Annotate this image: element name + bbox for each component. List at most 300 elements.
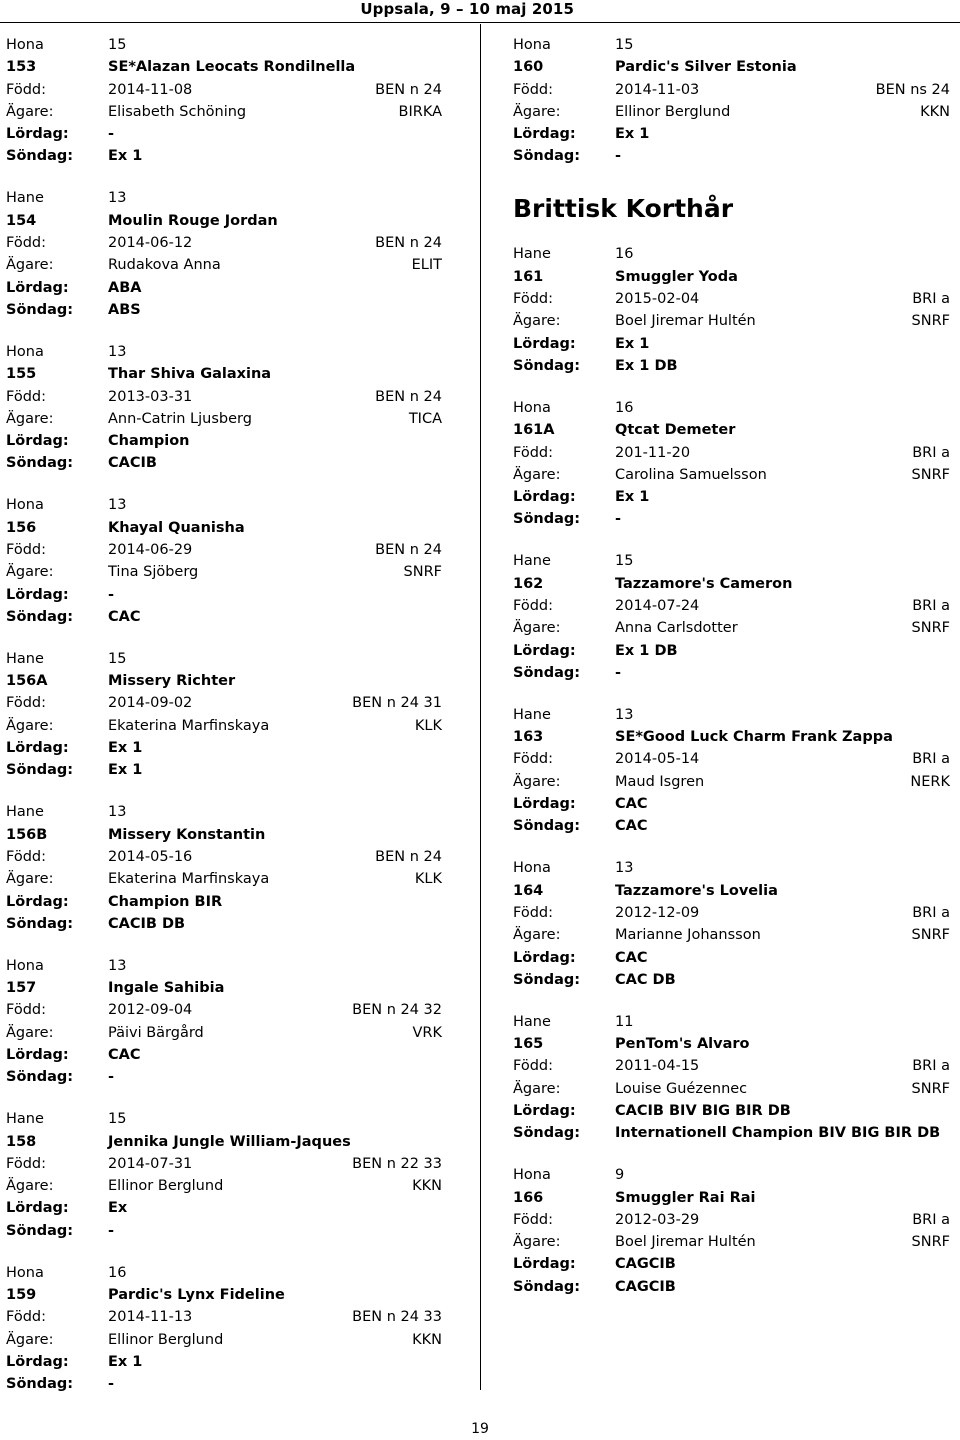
saturday-result: CACIB BIV BIG BIR DB: [615, 1103, 791, 1119]
cat-name: Tazzamore's Cameron: [615, 575, 793, 592]
cat-name: Pardic's Silver Estonia: [615, 59, 797, 76]
born-label: Född:: [513, 598, 553, 614]
saturday-result: CAC: [615, 796, 648, 813]
entry-row: [513, 123, 950, 145]
saturday-result: Ex 1: [108, 1353, 143, 1370]
saturday-label: Lördag:: [6, 740, 69, 757]
born-date: 2011-04-15: [615, 1058, 700, 1075]
column-divider: [480, 24, 481, 1390]
age-value: 13: [108, 343, 127, 360]
entry-row: [6, 517, 442, 539]
age-value: 15: [108, 650, 127, 667]
entry-row: [513, 1055, 950, 1077]
born-date: 2014-05-14: [615, 751, 700, 768]
owner-label: Ägare:: [6, 410, 54, 427]
owner-label: Ägare:: [513, 313, 561, 330]
entry-row: [513, 1033, 950, 1055]
entry-number: 161A: [513, 422, 555, 439]
owner-name: Päivi Bärgård: [108, 1024, 204, 1041]
saturday-result: ABA: [108, 279, 142, 296]
entry-row: [6, 584, 442, 606]
sunday-result: ABS: [108, 301, 141, 318]
owner-name: Ann-Catrin Ljusberg: [108, 410, 252, 427]
sex-label: Hane: [6, 1111, 44, 1128]
owner-label: Ägare:: [513, 620, 561, 637]
entry-row: [513, 550, 950, 572]
born-date: 2014-05-16: [108, 848, 193, 865]
entry-row: [513, 464, 950, 486]
owner-name: Carolina Samuelsson: [615, 466, 767, 483]
sunday-label: Söndag:: [513, 971, 581, 988]
entry-row: [6, 277, 442, 299]
breed-code: BRI a: [912, 1058, 950, 1075]
owner-name: Ekaterina Marfinskaya: [108, 717, 270, 734]
entry-number: 156A: [6, 673, 48, 690]
born-date: 2013-03-31: [108, 388, 193, 405]
entry-row: [6, 101, 442, 123]
saturday-label: Lördag:: [6, 1200, 69, 1217]
entry-row: [513, 947, 950, 969]
entry-row: [6, 1153, 442, 1175]
owner-name: Anna Carlsdotter: [615, 620, 738, 637]
saturday-result: Ex 1: [615, 489, 650, 506]
cat-name: SE*Alazan Leocats Rondilnella: [108, 59, 356, 76]
sex-label: Hane: [513, 706, 551, 723]
cat-name: PenTom's Alvaro: [615, 1036, 750, 1053]
entry-row: [6, 1329, 442, 1351]
sex-label: Hona: [513, 860, 551, 877]
entry-row: [6, 1175, 442, 1197]
entry-number: 166: [513, 1189, 544, 1206]
born-date: 2014-07-24: [615, 598, 700, 614]
saturday-result: Champion BIR: [108, 893, 223, 910]
entry-row: [6, 1351, 442, 1373]
sunday-label: Söndag:: [6, 148, 74, 165]
age-value: 16: [615, 246, 634, 263]
entry-row: [513, 1187, 950, 1209]
cat-entry: [6, 494, 442, 628]
entry-row: [6, 824, 442, 846]
born-date: 2015-02-04: [615, 291, 700, 308]
entry-row: [513, 310, 950, 332]
born-label: Född:: [6, 695, 46, 712]
entry-row: [513, 1011, 950, 1033]
sunday-result: -: [615, 148, 622, 165]
sunday-result: -: [108, 1069, 115, 1086]
entry-row: [513, 419, 950, 441]
entry-row: [6, 737, 442, 759]
cat-entry: [513, 550, 950, 684]
born-date: 2014-11-13: [108, 1309, 193, 1326]
owner-name: Boel Jiremar Hultén: [615, 1234, 756, 1251]
entry-row: [513, 771, 950, 793]
saturday-result: Ex: [108, 1200, 128, 1217]
entry-row: [6, 606, 442, 628]
sex-label: Hane: [6, 650, 44, 667]
entry-row: [6, 363, 442, 385]
club-name: KLK: [414, 871, 442, 888]
sunday-result: CACIB: [108, 455, 157, 472]
breed-code: BEN ns 24: [875, 81, 950, 98]
entry-row: [513, 793, 950, 815]
club-name: SNRF: [403, 564, 442, 581]
entry-row: [513, 640, 950, 662]
entry-row: [6, 1022, 442, 1044]
cat-name: Ingale Sahibia: [108, 980, 225, 997]
entry-number: 155: [6, 366, 37, 383]
saturday-label: Lördag:: [6, 433, 69, 450]
entry-row: [6, 670, 442, 692]
sunday-result: CAC: [108, 608, 141, 625]
breed-code: BEN n 24 33: [352, 1309, 442, 1326]
entry-row: [513, 56, 950, 78]
born-date: 2014-11-08: [108, 81, 193, 98]
born-date: 2012-03-29: [615, 1211, 700, 1228]
breed-code: BEN n 22 33: [352, 1155, 442, 1172]
breed-code: BRI a: [912, 751, 950, 768]
owner-label: Ägare:: [513, 103, 561, 120]
entry-row: [6, 34, 442, 56]
owner-label: Ägare:: [513, 927, 561, 944]
sex-label: Hona: [6, 1264, 44, 1281]
cat-name: Smuggler Rai Rai: [615, 1189, 756, 1206]
entry-row: [6, 1131, 442, 1153]
sunday-label: Söndag:: [513, 818, 581, 835]
cat-entry: [6, 801, 442, 935]
right-column: [513, 34, 950, 1318]
sunday-label: Söndag:: [513, 357, 581, 374]
born-date: 2012-09-04: [108, 1002, 193, 1019]
sunday-result: -: [615, 664, 622, 681]
breed-code: BEN n 24: [375, 542, 442, 558]
cat-entry: [6, 1108, 442, 1242]
entry-row: [6, 341, 442, 363]
entry-row: [513, 815, 950, 837]
born-label: Född:: [513, 751, 553, 768]
sunday-result: Ex 1: [108, 762, 143, 779]
born-label: Född:: [6, 235, 46, 252]
sex-label: Hane: [513, 246, 551, 263]
owner-label: Ägare:: [513, 1234, 561, 1251]
born-label: Född:: [6, 848, 46, 865]
age-value: 13: [615, 860, 634, 877]
sex-label: Hona: [6, 957, 44, 974]
entry-row: [6, 955, 442, 977]
owner-label: Ägare:: [6, 103, 54, 120]
entry-number: 153: [6, 59, 37, 76]
entry-row: [513, 573, 950, 595]
sunday-result: CAC DB: [615, 971, 676, 988]
entry-row: [513, 79, 950, 101]
entry-number: 157: [6, 980, 37, 997]
sex-label: Hona: [6, 37, 44, 53]
owner-label: Ägare:: [6, 1331, 54, 1348]
sunday-label: Söndag:: [513, 1125, 581, 1142]
club-name: ELIT: [411, 257, 442, 274]
owner-label: Ägare:: [513, 466, 561, 483]
cat-entry: [6, 34, 442, 168]
sex-label: Hona: [513, 1167, 551, 1184]
owner-name: Louise Guézennec: [615, 1080, 748, 1097]
entry-row: [6, 187, 442, 209]
owner-label: Ägare:: [6, 257, 54, 274]
cat-entry: [6, 648, 442, 782]
owner-label: Ägare:: [6, 717, 54, 734]
sex-label: Hane: [6, 804, 44, 821]
club-name: BIRKA: [398, 103, 442, 120]
entry-row: [513, 662, 950, 684]
breed-code: BEN n 24: [375, 235, 442, 252]
entry-row: [6, 452, 442, 474]
breed-code: BEN n 24: [375, 388, 442, 405]
entry-row: [513, 880, 950, 902]
cat-entry: [6, 341, 442, 475]
cat-entry: [513, 857, 950, 991]
entry-row: [513, 288, 950, 310]
cat-entry: [6, 955, 442, 1089]
club-name: SNRF: [911, 1080, 950, 1097]
sunday-label: Söndag:: [513, 148, 581, 165]
born-label: Född:: [6, 388, 46, 405]
owner-label: Ägare:: [513, 773, 561, 790]
owner-label: Ägare:: [6, 871, 54, 888]
breed-code: BRI a: [912, 291, 950, 308]
sunday-label: Söndag:: [513, 664, 581, 681]
entry-row: [6, 1262, 442, 1284]
saturday-result: -: [108, 126, 115, 143]
sunday-label: Söndag:: [6, 455, 74, 472]
saturday-label: Lördag:: [513, 489, 576, 506]
entry-row: [6, 1220, 442, 1242]
entry-number: 162: [513, 575, 544, 592]
born-date: 2014-06-12: [108, 235, 193, 252]
club-name: KKN: [920, 103, 950, 120]
entry-row: [513, 1276, 950, 1298]
sunday-result: Ex 1 DB: [615, 357, 678, 374]
owner-label: Ägare:: [6, 1178, 54, 1195]
owner-name: Marianne Johansson: [615, 927, 761, 944]
section-title: Brittisk Korthår: [513, 194, 734, 224]
born-label: Född:: [513, 291, 553, 308]
saturday-result: CAC: [615, 949, 648, 966]
born-label: Född:: [513, 1058, 553, 1075]
born-label: Född:: [6, 81, 46, 98]
club-name: TICA: [408, 410, 442, 427]
saturday-result: Ex 1: [108, 740, 143, 757]
age-value: 16: [615, 399, 634, 416]
sunday-label: Söndag:: [6, 915, 74, 932]
club-name: VRK: [412, 1024, 442, 1041]
owner-name: Elisabeth Schöning: [108, 103, 247, 120]
owner-name: Rudakova Anna: [108, 257, 221, 274]
born-date: 2014-06-29: [108, 542, 193, 558]
entry-row: [6, 1284, 442, 1306]
sunday-label: Söndag:: [6, 1376, 74, 1393]
entry-row: [513, 1078, 950, 1100]
entry-row: [6, 846, 442, 868]
entry-row: [6, 408, 442, 430]
cat-entry: [513, 243, 950, 377]
entry-row: [6, 1197, 442, 1219]
saturday-label: Lördag:: [513, 335, 576, 352]
entry-row: [513, 924, 950, 946]
sunday-label: Söndag:: [6, 608, 74, 625]
cat-entry: [6, 187, 442, 321]
entry-row: [513, 442, 950, 464]
saturday-result: CAGCIB: [615, 1256, 676, 1273]
born-date: 2014-11-03: [615, 81, 700, 98]
club-name: KLK: [414, 717, 442, 734]
saturday-label: Lördag:: [6, 586, 69, 603]
saturday-result: Ex 1 DB: [615, 642, 678, 659]
cat-name: Thar Shiva Galaxina: [108, 366, 272, 383]
entry-row: [6, 1373, 442, 1395]
entry-number: 165: [513, 1036, 544, 1053]
entry-row: [6, 1066, 442, 1088]
entry-row: [6, 430, 442, 452]
born-label: Född:: [6, 1155, 46, 1172]
entry-row: [6, 913, 442, 935]
cat-name: Khayal Quanisha: [108, 519, 245, 536]
breed-code: BEN n 24 31: [352, 695, 442, 712]
saturday-result: -: [108, 586, 115, 603]
age-value: 13: [108, 190, 127, 207]
sunday-label: Söndag:: [6, 762, 74, 779]
cat-name: Pardic's Lynx Fideline: [108, 1287, 285, 1304]
entry-row: [6, 1044, 442, 1066]
sex-label: Hona: [6, 343, 44, 360]
sex-label: Hane: [513, 1013, 551, 1030]
sunday-result: Internationell Champion BIV BIG BIR DB: [615, 1125, 941, 1142]
entry-row: [6, 254, 442, 276]
entry-number: 156: [6, 519, 37, 536]
saturday-label: Lördag:: [513, 949, 576, 966]
owner-name: Maud Isgren: [615, 773, 705, 790]
breed-code: BRI a: [912, 444, 950, 461]
breed-code: BRI a: [912, 1211, 950, 1228]
entry-row: [513, 1253, 950, 1275]
entry-number: 163: [513, 729, 544, 746]
entry-row: [6, 648, 442, 670]
owner-label: Ägare:: [6, 564, 54, 581]
entry-row: [6, 123, 442, 145]
born-label: Född:: [513, 904, 553, 921]
cat-name: Missery Konstantin: [108, 826, 266, 843]
saturday-label: Lördag:: [513, 796, 576, 813]
saturday-label: Lördag:: [6, 893, 69, 910]
age-value: 13: [108, 497, 127, 514]
cat-name: Missery Richter: [108, 673, 236, 690]
entry-row: [513, 857, 950, 879]
owner-name: Tina Sjöberg: [108, 564, 199, 581]
left-column: [6, 34, 442, 1415]
cat-entry: [6, 1262, 442, 1396]
entry-row: [6, 1306, 442, 1328]
entry-row: [6, 1108, 442, 1130]
saturday-label: Lördag:: [6, 126, 69, 143]
age-value: 13: [108, 804, 127, 821]
breed-code: BRI a: [912, 904, 950, 921]
entry-row: [513, 1100, 950, 1122]
entry-row: [513, 145, 950, 167]
entry-row: [513, 355, 950, 377]
entry-row: [6, 386, 442, 408]
entry-row: [513, 333, 950, 355]
entry-row: [513, 1164, 950, 1186]
cat-entry: [513, 1011, 950, 1145]
saturday-result: CAC: [108, 1047, 141, 1063]
saturday-result: Ex 1: [615, 126, 650, 143]
age-value: 15: [108, 37, 127, 53]
owner-name: Boel Jiremar Hultén: [615, 313, 756, 330]
entry-row: [513, 243, 950, 265]
age-value: 15: [108, 1111, 127, 1128]
entry-row: [513, 101, 950, 123]
entry-row: [513, 1122, 950, 1144]
entry-row: [6, 977, 442, 999]
entry-row: [6, 539, 442, 561]
born-date: 201-11-20: [615, 444, 691, 461]
entry-row: [6, 145, 442, 167]
page-header: [0, 0, 960, 23]
sunday-label: Söndag:: [513, 511, 581, 528]
entry-number: 158: [6, 1133, 37, 1150]
entry-row: [513, 1231, 950, 1253]
entry-row: [6, 868, 442, 890]
entry-row: [513, 266, 950, 288]
cat-name: Jennika Jungle William-Jaques: [108, 1133, 351, 1150]
saturday-label: Lördag:: [513, 642, 576, 659]
entry-row: [6, 801, 442, 823]
sunday-label: Söndag:: [6, 1069, 74, 1086]
entry-row: [513, 617, 950, 639]
entry-number: 164: [513, 882, 544, 899]
born-label: Född:: [513, 81, 553, 98]
entry-row: [513, 969, 950, 991]
entry-number: 154: [6, 212, 37, 229]
entry-row: [513, 726, 950, 748]
entry-row: [513, 748, 950, 770]
breed-code: BEN n 24: [375, 848, 442, 865]
entry-row: [513, 1209, 950, 1231]
sex-label: Hona: [6, 497, 44, 514]
born-date: 2014-09-02: [108, 695, 193, 712]
cat-entry: [513, 704, 950, 838]
born-label: Född:: [6, 542, 46, 558]
sunday-result: -: [615, 511, 622, 528]
sunday-label: Söndag:: [513, 1278, 581, 1295]
cat-name: Qtcat Demeter: [615, 422, 736, 439]
entry-number: 160: [513, 59, 544, 76]
owner-name: Ellinor Berglund: [108, 1178, 224, 1195]
sunday-result: CACIB DB: [108, 915, 186, 932]
cat-name: Tazzamore's Lovelia: [615, 882, 778, 899]
cat-entry: [513, 397, 950, 531]
born-label: Född:: [513, 444, 553, 461]
entry-row: [513, 397, 950, 419]
entry-row: [513, 34, 950, 56]
sex-label: Hane: [513, 553, 551, 570]
breed-code: BEN n 24 32: [352, 1002, 442, 1019]
born-label: Född:: [6, 1002, 46, 1019]
entry-row: [6, 891, 442, 913]
entry-row: [6, 210, 442, 232]
sunday-result: CAC: [615, 818, 648, 835]
club-name: KKN: [412, 1178, 442, 1195]
age-value: 9: [615, 1167, 625, 1184]
saturday-label: Lördag:: [513, 1103, 576, 1119]
club-name: SNRF: [911, 466, 950, 483]
